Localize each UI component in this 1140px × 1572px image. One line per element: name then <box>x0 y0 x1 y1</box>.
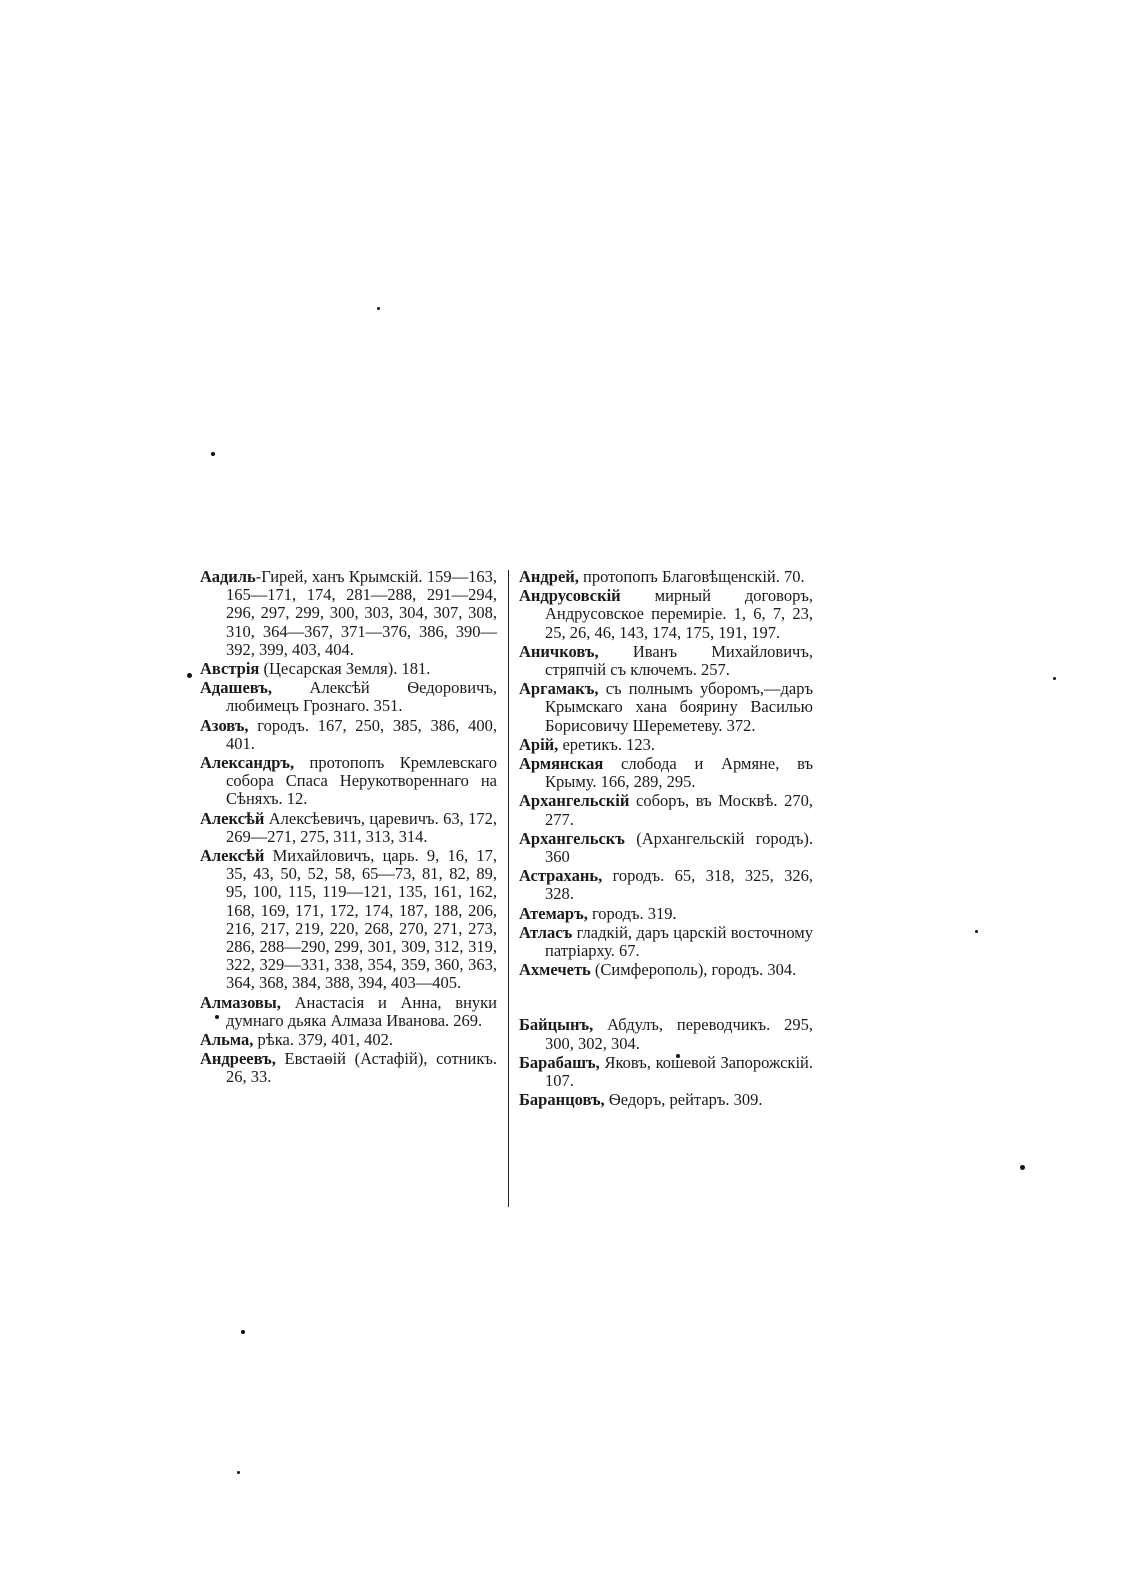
scan-speck <box>975 930 978 933</box>
index-entry <box>519 568 813 586</box>
index-entry <box>519 680 813 735</box>
entry-text: (Цесарская Земля). 181. <box>259 659 431 679</box>
entry-text: Михайловичъ, царь. 9, 16, 17, 35, 43, 50, 52, 58, 65—73, 81, 82, 89, 95, 100, 115, 119—121, 135, 161, 162, 168, 169, 171, 172, 174, 187, 188, 206, 216, 217, 219, 220, 268, 270, 271, 273, 286, 288—290, 299, 301, 309, 312, 319, 322, 329—331, 338, 354, 359, 360, 363, 364, 368, 384, 388, 394, 403—405. <box>226 846 497 993</box>
entry-headword: Алмазовы, <box>200 992 281 1012</box>
entry-text: слобода и Армяне, въ Крыму. 166, 289, 295. <box>545 754 813 792</box>
entry-headword: Аадиль <box>200 567 256 586</box>
index-entry <box>200 717 497 753</box>
index-entry <box>519 924 813 960</box>
entry-headword: Азовъ, <box>200 715 249 735</box>
entry-text: Иванъ Михайловичъ, стряпчій съ ключемъ. 257. <box>545 641 813 680</box>
index-entry <box>519 587 813 642</box>
entry-headword: Астрахань, <box>519 866 603 886</box>
entry-headword: Армянская <box>519 754 604 774</box>
scan-speck <box>1020 1165 1025 1170</box>
entry-text: Яковъ, кошевой Запорожскій. 107. <box>545 1052 813 1091</box>
index-entry <box>200 679 497 715</box>
index-entry <box>200 1031 497 1049</box>
entry-text: Абдулъ, переводчикъ. 295, 300, 302, 304. <box>545 1015 813 1053</box>
index-entry <box>519 1091 813 1109</box>
entry-text: рѣка. 379, 401, 402. <box>253 1030 393 1050</box>
entry-headword: Аничковъ, <box>519 641 599 661</box>
scan-speck <box>241 1330 245 1334</box>
entry-text: Евстаѳій (Астафій), сотникъ. 26, 33. <box>226 1049 497 1087</box>
column-divider <box>508 570 509 1207</box>
index-group-b <box>519 1016 813 1109</box>
entry-text: протопопъ Благовѣщенскій. 70. <box>578 567 805 586</box>
entry-headword: Барабашъ, <box>519 1052 600 1072</box>
entry-headword: Арій, <box>519 734 559 754</box>
entry-headword: Андрусовскій <box>519 586 621 606</box>
index-entry <box>519 1054 813 1090</box>
scan-speck <box>1053 677 1056 680</box>
scan-speck <box>237 1471 240 1474</box>
entry-headword: Альма, <box>200 1030 254 1050</box>
index-entry <box>200 847 497 993</box>
index-group-a <box>519 568 813 979</box>
entry-headword: Адашевъ, <box>200 678 273 698</box>
entry-headword: Баранцовъ, <box>519 1090 605 1110</box>
index-column-left <box>200 568 497 1088</box>
index-column-right <box>519 568 813 1110</box>
index-entry <box>200 810 497 846</box>
entry-headword: Байцынъ, <box>519 1015 594 1035</box>
index-entry <box>519 905 813 923</box>
entry-headword: Андрей, <box>519 567 579 586</box>
entry-headword: Андреевъ, <box>200 1049 276 1069</box>
entry-headword: Алексѣй <box>200 808 265 828</box>
letter-gap <box>519 980 813 1016</box>
index-entry <box>200 660 497 678</box>
scan-speck <box>377 307 380 310</box>
entry-text: (Симферополь), городъ. 304. <box>590 960 797 980</box>
entry-headword: Архангельскъ <box>519 828 625 848</box>
index-entry <box>519 643 813 679</box>
entry-text: Алексѣй Ѳедоровичъ, любимецъ Грознаго. 351. <box>226 678 497 716</box>
index-entry <box>519 792 813 828</box>
entry-text: городъ. 167, 250, 385, 386, 400, 401. <box>226 715 497 753</box>
entry-headword: Александръ, <box>200 753 295 773</box>
index-entry <box>519 961 813 979</box>
entry-text: Алексѣевичъ, царевичъ. 63, 172, 269—271, 275, 311, 313, 314. <box>226 808 497 846</box>
index-entry <box>519 867 813 903</box>
entry-text: еретикъ. 123. <box>558 734 656 754</box>
entry-headword: Атемаръ, <box>519 903 588 923</box>
entry-text: -Гирей, ханъ Крымскій. 159—163, 165—171, 174, 281—288, 291—294, 296, 297, 299, 300, 303, 304, 307, 308, 310, 364—367, 371—376, 386, 390—392, 399, 403, 404. <box>226 567 497 659</box>
index-entry <box>200 994 497 1030</box>
entry-text: городъ. 65, 318, 325, 326, 328. <box>545 866 813 904</box>
entry-text: (Архангельскій городъ). 360 <box>545 828 813 867</box>
entry-text: Ѳедоръ, рейтаръ. 309. <box>604 1090 763 1110</box>
index-entry <box>200 568 497 659</box>
index-entry <box>519 830 813 866</box>
entry-headword: Аргамакъ, <box>519 679 599 699</box>
entry-text: соборъ, въ Москвѣ. 270, 277. <box>545 791 813 829</box>
entry-text: гладкій, даръ царскій восточному патріарху. 67. <box>545 922 813 961</box>
index-entry <box>200 1050 497 1086</box>
entry-headword: Ахмечеть <box>519 960 591 980</box>
index-entry <box>519 736 813 754</box>
entry-text: съ полнымъ уборомъ,—даръ Крымскаго хана боярину Василью Борисовичу Шереметеву. 372. <box>545 679 813 735</box>
index-entry <box>519 755 813 791</box>
entry-text: городъ. 319. <box>587 903 677 923</box>
entry-text: мирный договоръ, Андрусовское перемиріе. 1, 6, 7, 23, 25, 26, 46, 143, 174, 175, 191, 197. <box>545 586 813 642</box>
index-entry <box>200 754 497 809</box>
scan-speck <box>187 673 192 678</box>
entry-headword: Архангельскій <box>519 791 630 811</box>
entry-headword: Атласъ <box>519 922 573 942</box>
entry-text: протопопъ Кремлевскаго собора Спаса Нерукотвореннаго на Сѣняхъ. 12. <box>226 753 497 809</box>
scan-speck <box>211 452 215 456</box>
entry-headword: Алексѣй <box>200 846 265 866</box>
entry-headword: Австрія <box>200 659 260 679</box>
index-entry <box>519 1016 813 1052</box>
entry-text: Анастасія и Анна, внуки думнаго дьяка Алмаза Иванова. 269. <box>226 992 497 1030</box>
